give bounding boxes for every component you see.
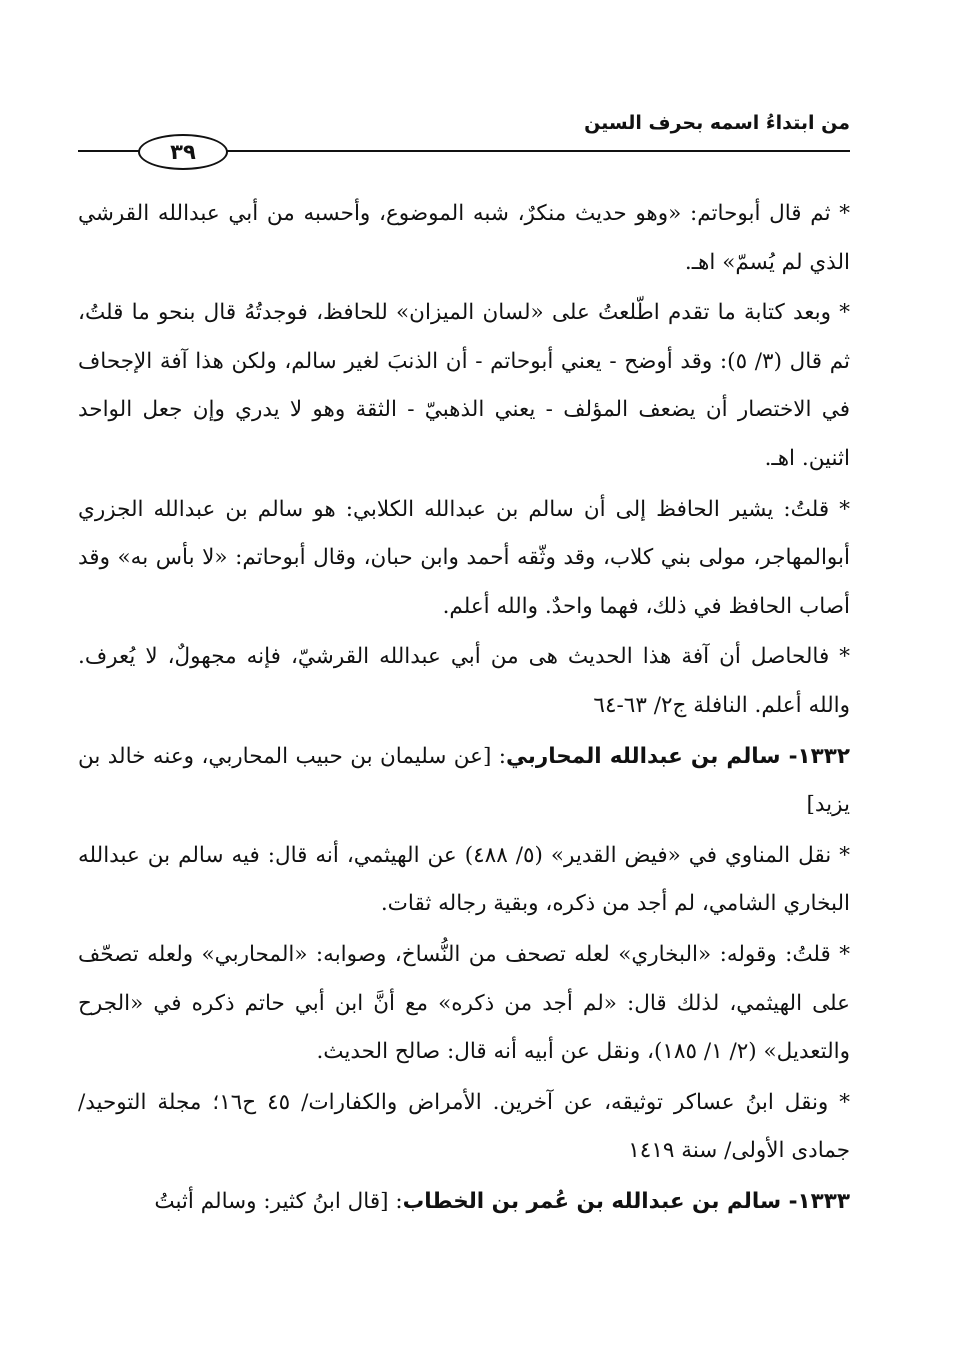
entry-1333	[78, 1178, 850, 1227]
page-number: ٣٩	[138, 134, 228, 170]
entry-1332-text: : [عن سليمان بن حبيب المحاربي، وعنه خالد بن يزيد]	[78, 743, 850, 818]
paragraph: * قلتُ: وقوله: «البخاري» لعله تصحف من النُّساخ، وصوابه: «المحاربي» ولعله تصحّف على الهيثمي، لذلك قال: «لم أجد من ذكره» مع أنَّ ابن أبي حاتم ذكره في «الجرح والتعديل» (٢/ ١/ ١٨٥)، ونقل عن أبيه أنه قال: صالح الحديث.	[78, 941, 850, 1065]
page-header	[78, 112, 850, 172]
page-body	[78, 190, 850, 1228]
entry-1333-text: : [قال ابنُ كثير: وسالم أثبتُ	[154, 1188, 403, 1214]
paragraph: * فالحاصل أن آفة هذا الحديث هى من أبي عبدالله القرشيّ، فإنه مجهولٌ، لا يُعرف. والله أعلم. النافلة ج٢/ ٦٣-٦٤	[78, 644, 850, 718]
entry-1332-title: ١٣٣٢- سالم بن عبدالله المحاربي	[506, 743, 851, 769]
running-title: من ابتداءُ اسمه بحرف السين	[584, 112, 850, 134]
entry-1333-title: ١٣٣٣- سالم بن عبدالله بن عُمر بن الخطاب	[402, 1188, 850, 1214]
paragraph: * ثم قال أبوحاتم: «وهو حديث منكرٌ، شبه الموضوع، وأحسبه من أبي عبدالله القرشي الذي لم يُسمّ» اهـ.	[78, 201, 850, 275]
paragraph: * نقل المناوي في «فيض القدير» (٥/ ٤٨٨) عن الهيثمي، أنه قال: فيه سالم بن عبدالله البخاري الشامي، لم أجد من ذكره، وبقية رجاله ثقات.	[78, 842, 850, 917]
paragraph: * قلتُ: يشير الحافظ إلى أن سالم بن عبدالله الكلابي: هو سالم بن عبدالله الجزري أبوالمهاجر، مولى بني كلاب، وقد وثّقه أحمد وابن حبان، وقال أبوحاتم: «لا بأس به» وقد أصاب الحافظ في ذلك، فهما واحدٌ. والله أعلم.	[78, 496, 850, 619]
entry-1332	[78, 733, 850, 830]
paragraph: * وبعد كتابة ما تقدم اطّلعتُ على «لسان الميزان» للحافظ، فوجدتُهُ قال بنحو ما قلتُ، ثم قال (٣/ ٥): وقد أوضح - يعني أبوحاتم - أن الذنبَ لغير سالم، ولكن هذا آفة الإجحاف في الاختصار أن يضعف المؤلف - يعني الذهبيّ - الثقة وهو لا يدري وإن جعل الواحد اثنين. اهـ.	[78, 300, 850, 471]
paragraph: * ونقل ابنُ عساكر توثيقه، عن آخرين. الأمراض والكفارات/ ٤٥ ح١٦؛ مجلة التوحيد/ جمادى الأولى/ سنة ١٤١٩	[78, 1089, 850, 1164]
